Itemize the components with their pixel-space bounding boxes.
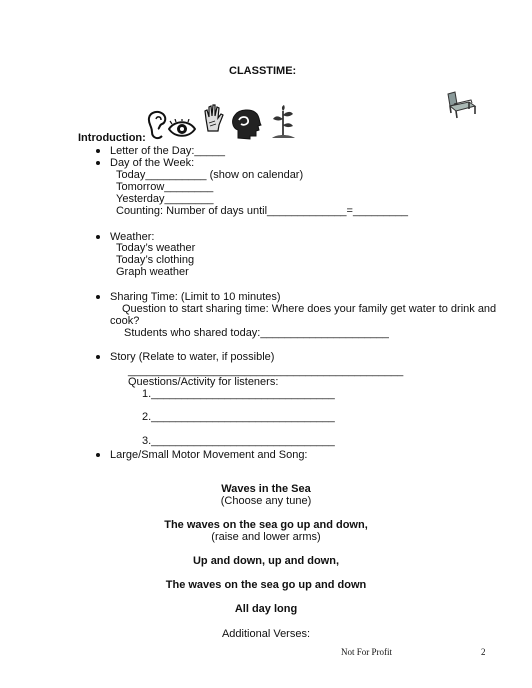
bullet xyxy=(96,235,100,239)
additional-verses: Additional Verses: xyxy=(221,628,311,640)
day-of-week: Day of the Week: xyxy=(110,157,195,169)
bullet xyxy=(96,453,100,457)
ear-icon xyxy=(146,110,168,140)
weather-item: Today’s clothing xyxy=(116,254,195,266)
question-2: 2.______________________________ xyxy=(142,411,335,423)
sharing-question: Question to start sharing time: Where does your family get water to drink and xyxy=(122,303,497,315)
chair-icon xyxy=(445,90,477,120)
story-blank-line: _____________________________________________ xyxy=(128,365,404,377)
song-line: All day long xyxy=(234,603,298,615)
eye-icon xyxy=(168,119,196,139)
story-label: Story (Relate to water, if possible) xyxy=(110,351,275,363)
questions-label: Questions/Activity for listeners: xyxy=(128,376,279,388)
head-profile-icon xyxy=(230,108,264,140)
bullet xyxy=(96,161,100,165)
sharing-label: Sharing Time: (Limit to 10 minutes) xyxy=(110,291,281,303)
song-instruction: (raise and lower arms) xyxy=(211,531,321,543)
question-3: 3.______________________________ xyxy=(142,435,335,447)
song-line: Up and down, up and down, xyxy=(192,555,340,567)
introduction-heading: Introduction: xyxy=(78,132,146,144)
bullet xyxy=(96,149,100,153)
page-title: CLASSTIME: xyxy=(229,65,297,77)
song-line: The waves on the sea go up and down xyxy=(165,579,367,591)
bullet xyxy=(96,295,100,299)
yesterday-line: Yesterday________ xyxy=(116,193,214,205)
weather-label: Weather: xyxy=(110,231,155,243)
weather-item: Graph weather xyxy=(116,266,189,278)
bullet xyxy=(96,355,100,359)
hand-icon xyxy=(203,103,225,133)
motor-label: Large/Small Motor Movement and Song: xyxy=(110,449,308,461)
weather-item: Today’s weather xyxy=(116,242,196,254)
page-number: 2 xyxy=(481,647,486,657)
counting-line: Counting: Number of days until_____________=_________ xyxy=(116,205,409,217)
song-line: The waves on the sea go up and down, xyxy=(164,519,368,531)
song-tune: (Choose any tune) xyxy=(220,495,312,507)
footer-note: Not For Profit xyxy=(341,647,393,657)
today-line: Today__________ (show on calendar) xyxy=(116,169,304,181)
letter-of-day: Letter of the Day:_____ xyxy=(110,145,225,157)
sharing-question-cont: cook? xyxy=(110,315,140,327)
question-1: 1.______________________________ xyxy=(142,388,335,400)
song-title: Waves in the Sea xyxy=(221,483,311,495)
sprout-icon xyxy=(270,105,296,139)
students-shared: Students who shared today:_____________________ xyxy=(124,327,389,339)
tomorrow-line: Tomorrow________ xyxy=(116,181,214,193)
